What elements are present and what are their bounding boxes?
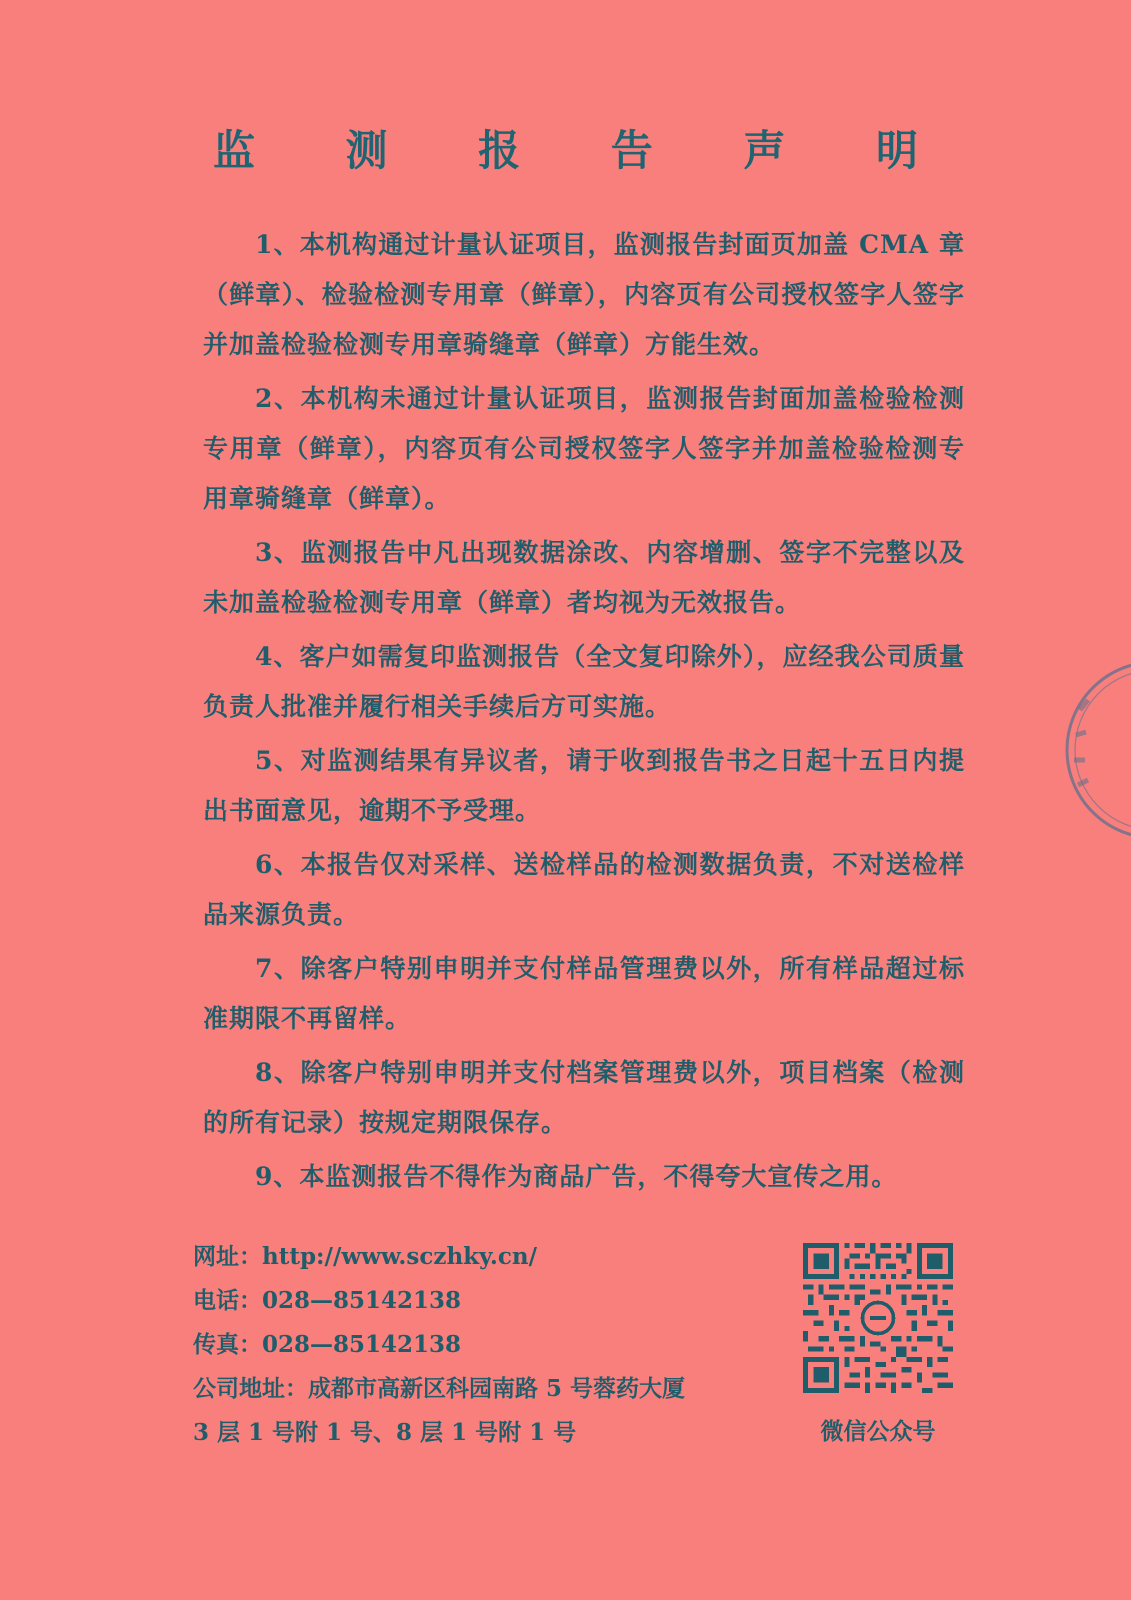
contact-block <box>193 1235 793 1455</box>
clause-item: 3、监测报告中凡出现数据涂改、内容增删、签字不完整以及未加盖检验检测专用章（鲜章）者均视为无效报告。 <box>203 538 965 617</box>
fax-line: 传真：028—85142138 <box>193 1331 462 1358</box>
phone-line: 电话：028—85142138 <box>193 1287 462 1314</box>
clause-item: 6、本报告仅对采样、送检样品的检测数据负责，不对送检样品来源负责。 <box>203 850 965 929</box>
clause-item: 8、除客户特别申明并支付档案管理费以外，项目档案（检测的所有记录）按规定期限保存。 <box>203 1058 965 1137</box>
qr-code-icon <box>803 1243 953 1393</box>
clause-item: 1、本机构通过计量认证项目，监测报告封面页加盖 CMA 章（鲜章）、检验检测专用章（鲜章），内容页有公司授权签字人签字并加盖检验检测专用章骑缝章（鲜章）方能生效。 <box>203 230 965 359</box>
address-line: 公司地址：成都市高新区科园南路 5 号蓉药大厦 <box>193 1375 686 1402</box>
page-title: 监 测 报 告 声 明 <box>212 126 957 175</box>
clause-list <box>203 220 965 1206</box>
clause-item: 2、本机构未通过计量认证项目，监测报告封面加盖检验检测专用章（鲜章），内容页有公司授权签字人签字并加盖检验检测专用章骑缝章（鲜章）。 <box>203 384 965 513</box>
wechat-qr-block <box>800 1243 956 1446</box>
website-line: 网址：http://www.sczhky.cn/ <box>193 1243 537 1270</box>
clause-item: 7、除客户特别申明并支付样品管理费以外，所有样品超过标准期限不再留样。 <box>203 954 965 1033</box>
clause-item: 5、对监测结果有异议者，请于收到报告书之日起十五日内提出书面意见，逾期不予受理。 <box>203 746 965 825</box>
clause-item: 4、客户如需复印监测报告（全文复印除外），应经我公司质量负责人批准并履行相关手续后方可实施。 <box>203 642 965 721</box>
seal-stamp-icon <box>1060 650 1131 850</box>
address-line-2: 3 层 1 号附 1 号、8 层 1 号附 1 号 <box>193 1419 577 1446</box>
clause-item: 9、本监测报告不得作为商品广告，不得夸大宣传之用。 <box>255 1162 898 1191</box>
qr-caption: 微信公众号 <box>820 1418 936 1445</box>
